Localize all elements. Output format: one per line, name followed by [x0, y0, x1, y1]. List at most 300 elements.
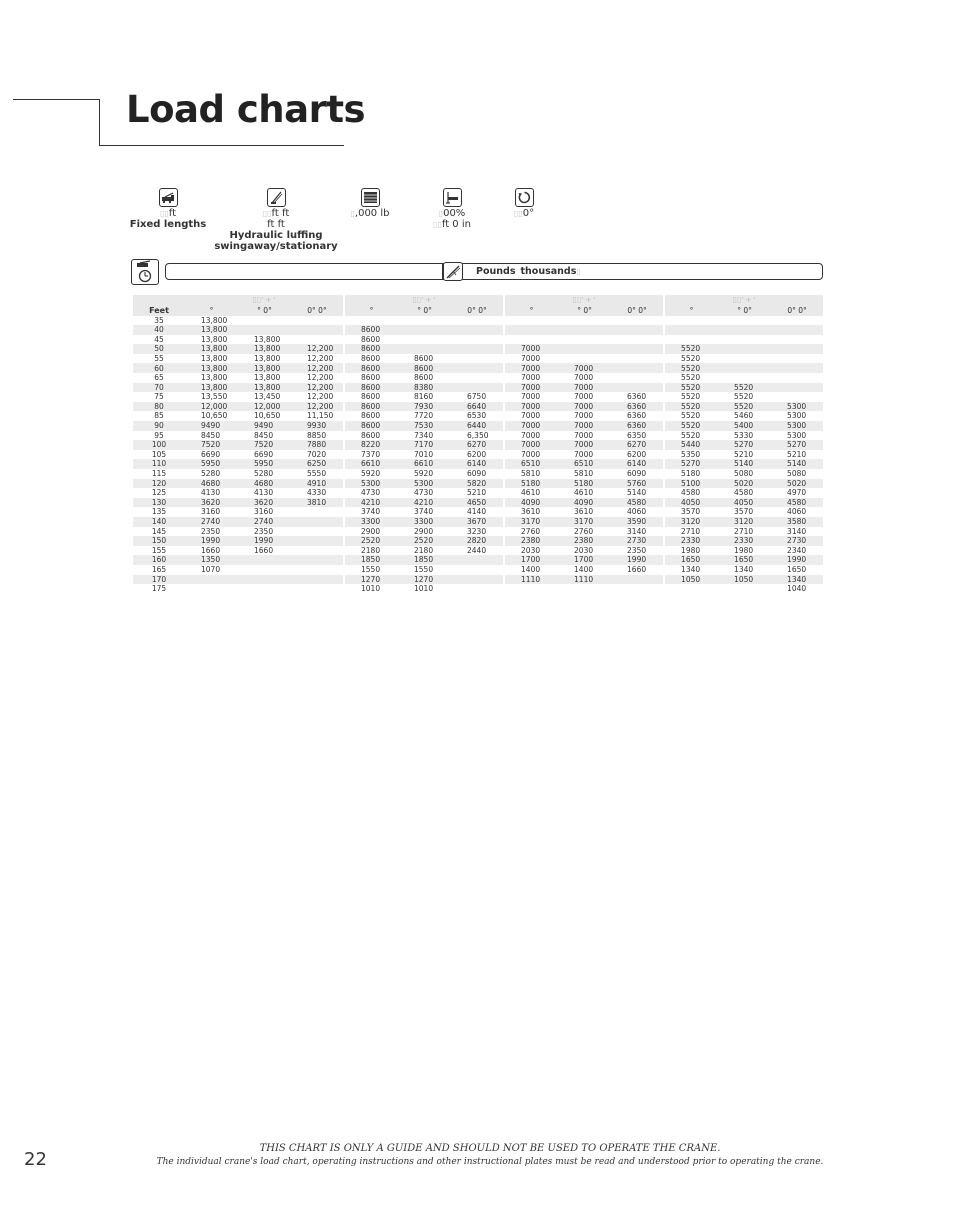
capacity-cell: 8160 [414, 392, 434, 402]
capacity-cell: 5020 [718, 479, 771, 489]
capacity-cell: 13,800 [254, 353, 281, 363]
capacity-cell [505, 335, 558, 345]
load-table-body [133, 316, 823, 594]
title-rule-top [13, 99, 100, 100]
capacity-cell: 5820 [451, 479, 503, 489]
capacity-cell: 6530 [467, 411, 487, 421]
capacity-cell: 3170 [505, 517, 558, 527]
sub-head: 0° 0° [451, 306, 503, 316]
capacity-cell: 6510 [505, 459, 558, 469]
capacity-cell: 1350 [185, 555, 238, 565]
capacity-cell: 1980 [734, 545, 754, 555]
capacity-cell [238, 316, 291, 326]
capacity-cell: 2900 [414, 526, 434, 536]
capacity-cell: 12,000 [185, 402, 238, 412]
table-row [133, 546, 823, 556]
capacity-cell: 7000 [505, 383, 558, 393]
capacity-cell: 1650 [665, 555, 718, 565]
capacity-cell [665, 316, 718, 326]
capacity-cell: 6510 [558, 459, 611, 469]
spec-boom-length: ▯▯ft Fixed lengths [128, 188, 208, 230]
capacity-cell: 2180 [361, 545, 381, 555]
capacity-cell: 4050 [665, 498, 718, 508]
capacity-cell: 13,800 [185, 344, 238, 354]
capacity-cell: 6350 [627, 430, 647, 440]
capacity-cell: 4130 [254, 488, 274, 498]
capacity-cell: 4650 [451, 498, 503, 508]
capacity-cell: 8600 [345, 344, 398, 354]
capacity-cell: 6250 [291, 459, 343, 469]
capacity-cell: 7000 [505, 363, 558, 373]
capacity-cell: 6270 [611, 440, 663, 450]
capacity-cell [558, 584, 611, 594]
capacity-cell [291, 536, 343, 546]
radius-cell: 175 [151, 584, 167, 594]
capacity-cell: 5810 [574, 469, 594, 479]
capacity-cell: 8600 [361, 430, 381, 440]
table-row [133, 373, 823, 383]
table-row [133, 459, 823, 469]
capacity-cell: 2730 [771, 536, 823, 546]
capacity-cell [611, 575, 663, 585]
radius-cell: 100 [133, 440, 185, 450]
capacity-cell [771, 325, 823, 335]
capacity-cell: 2740 [238, 517, 291, 527]
spec-rotation: ▯▯0° [504, 188, 544, 219]
capacity-cell [291, 517, 343, 527]
capacity-cell: 3140 [627, 526, 647, 536]
capacity-cell: 4140 [467, 507, 487, 517]
capacity-cell: 7000 [521, 353, 541, 363]
capacity-cell: 3120 [665, 517, 718, 527]
capacity-cell [611, 383, 663, 393]
capacity-cell [451, 344, 503, 354]
group-head-1: ▯▯' + ' [185, 295, 343, 306]
capacity-cell: 1700 [505, 555, 558, 565]
capacity-cell [558, 344, 611, 354]
capacity-cell: 1650 [787, 564, 807, 574]
capacity-cell [505, 316, 558, 326]
radius-cell: 140 [133, 517, 185, 527]
capacity-cell: 7000 [505, 402, 558, 412]
capacity-cell: 13,550 [201, 392, 228, 402]
sub-head: ° [345, 306, 398, 316]
capacity-cell: 5140 [627, 488, 647, 498]
capacity-cell: 5950 [185, 459, 238, 469]
capacity-cell [291, 507, 343, 517]
capacity-cell [718, 373, 771, 383]
capacity-cell: 4730 [361, 488, 381, 498]
capacity-cell: 5280 [254, 469, 274, 479]
capacity-cell: 1550 [414, 564, 434, 574]
capacity-cell: 3620 [238, 498, 291, 508]
capacity-cell: 5520 [734, 392, 754, 402]
capacity-cell: 3740 [361, 507, 381, 517]
capacity-cell: 8600 [414, 373, 434, 383]
table-row [133, 517, 823, 527]
page-number: 22 [24, 1149, 47, 1170]
table-row [133, 316, 823, 326]
capacity-cell [185, 575, 238, 585]
capacity-cell: 2730 [611, 536, 663, 546]
capacity-cell: 6200 [627, 449, 647, 459]
table-row [133, 411, 823, 421]
capacity-cell: 12,200 [291, 402, 343, 412]
capacity-cell: 9490 [238, 421, 291, 431]
capacity-cell: 6090 [627, 469, 647, 479]
capacity-cell: 12,200 [307, 373, 334, 383]
counterweight-icon [361, 188, 380, 207]
capacity-cell: 2350 [254, 526, 274, 536]
capacity-cell [771, 373, 823, 383]
capacity-cell: 5180 [505, 479, 558, 489]
capacity-cell [665, 325, 718, 335]
table-row [133, 584, 823, 594]
capacity-cell: 6140 [451, 459, 503, 469]
capacity-cell: 6360 [627, 392, 647, 402]
capacity-cell: 1650 [718, 555, 771, 565]
table-row [133, 555, 823, 565]
radius-cell: 70 [133, 383, 185, 393]
capacity-cell: 5330 [734, 430, 754, 440]
table-row [133, 488, 823, 498]
capacity-cell: 5080 [734, 469, 754, 479]
capacity-cell: 3300 [398, 517, 451, 527]
capacity-cell [451, 354, 503, 364]
capacity-cell: 5520 [718, 402, 771, 412]
group-head-3: ▯▯' + ' [505, 295, 663, 306]
capacity-cell: 5920 [414, 469, 434, 479]
capacity-cell [558, 325, 611, 335]
radius-cell: 65 [154, 373, 164, 383]
capacity-cell [665, 335, 718, 345]
capacity-cell [451, 316, 503, 326]
capacity-cell: 5180 [558, 479, 611, 489]
group-head-2: ▯▯' + ' [345, 295, 503, 306]
capacity-cell: 2900 [361, 526, 381, 536]
capacity-cell [771, 383, 823, 393]
table-row [133, 527, 823, 537]
spec-jib-line1: ft ft [271, 208, 290, 219]
capacity-cell [291, 555, 343, 565]
capacity-cell: 1850 [345, 555, 398, 565]
capacity-cell: 6690 [201, 449, 221, 459]
capacity-cell: 1340 [734, 564, 754, 574]
capacity-cell: 4210 [398, 498, 451, 508]
capacity-cell [505, 584, 558, 594]
capacity-cell: 3230 [467, 526, 487, 536]
capacity-cell: 8600 [361, 334, 381, 344]
capacity-cell: 6640 [451, 402, 503, 412]
capacity-cell [451, 584, 503, 594]
capacity-cell [291, 584, 343, 594]
table-corner [133, 295, 185, 306]
page-title: Load charts [126, 88, 366, 131]
radius-cell: 35 [154, 315, 164, 325]
capacity-cell: 8600 [345, 325, 398, 335]
capacity-cell: 1990 [611, 555, 663, 565]
capacity-cell: 1990 [771, 555, 823, 565]
sub-head: ° 0° [718, 306, 771, 316]
sub-head: 0° 0° [771, 306, 823, 316]
capacity-cell [718, 363, 771, 373]
capacity-cell: 1050 [718, 575, 771, 585]
capacity-cell: 5810 [521, 469, 541, 479]
radius-cell: 90 [133, 421, 185, 431]
capacity-cell: 6610 [398, 459, 451, 469]
capacity-cell: 4680 [238, 479, 291, 489]
radius-cell: 135 [151, 507, 167, 517]
spec-rotation-value: 0° [522, 208, 535, 219]
radius-cell: 50 [133, 344, 185, 354]
capacity-cell: 7000 [558, 383, 611, 393]
capacity-cell [451, 575, 503, 585]
radius-cell: 170 [133, 575, 185, 585]
capacity-cell [611, 325, 663, 335]
capacity-cell: 5270 [718, 440, 771, 450]
capacity-cell [771, 316, 823, 326]
capacity-cell: 7000 [558, 440, 611, 450]
capacity-cell: 4580 [734, 488, 754, 498]
table-row [133, 392, 823, 402]
capacity-cell: 6360 [611, 421, 663, 431]
radius-cell: 40 [133, 325, 185, 335]
capacity-cell: 7370 [361, 449, 381, 459]
capacity-cell: 5520 [665, 402, 718, 412]
capacity-cell: 7520 [238, 440, 291, 450]
feet-header: Feet [133, 306, 185, 316]
table-row [133, 575, 823, 585]
capacity-cell: 5270 [771, 440, 823, 450]
capacity-cell: 1990 [238, 536, 291, 546]
table-row [133, 440, 823, 450]
capacity-cell: 1990 [185, 536, 238, 546]
capacity-cell: 5950 [238, 459, 291, 469]
capacity-cell [558, 316, 611, 326]
capacity-cell: 1010 [361, 584, 381, 594]
radius-cell: 125 [151, 488, 167, 498]
capacity-cell: 7530 [398, 421, 451, 431]
capacity-cell [238, 584, 291, 594]
radius-cell: 130 [133, 498, 185, 508]
radius-cell: 160 [133, 555, 185, 565]
capacity-cell: 3670 [451, 517, 503, 527]
capacity-cell: 5520 [718, 383, 771, 393]
capacity-cell [238, 575, 291, 585]
title-rule-bottom [99, 145, 344, 146]
table-row [133, 335, 823, 345]
capacity-cell: 4330 [307, 488, 327, 498]
table-row [133, 536, 823, 546]
capacity-cell: 2520 [345, 536, 398, 546]
capacity-cell: 5180 [681, 469, 701, 479]
capacity-cell: 8380 [398, 383, 451, 393]
capacity-cell: 1400 [521, 564, 541, 574]
capacity-cell [451, 363, 503, 373]
spec-jib-line3: Hydraulic luffing [229, 230, 323, 241]
capacity-cell: 5520 [681, 411, 701, 421]
capacity-cell: 4680 [185, 479, 238, 489]
capacity-cell: 2740 [185, 517, 238, 527]
capacity-cell: 13,800 [254, 334, 281, 344]
capacity-cell: 8600 [361, 353, 381, 363]
table-row [133, 565, 823, 575]
capacity-cell: 5020 [771, 479, 823, 489]
capacity-cell [291, 575, 343, 585]
capacity-cell: 5520 [681, 353, 701, 363]
radius-cell: 60 [133, 363, 185, 373]
capacity-cell: 13,800 [185, 363, 238, 373]
capacity-cell: 5100 [665, 479, 718, 489]
luffing-jib-icon [267, 188, 286, 207]
capacity-cell: 11,150 [307, 411, 334, 421]
capacity-cell: 10,650 [201, 411, 228, 421]
capacity-cell: 4060 [787, 507, 807, 517]
capacity-cell: 3570 [681, 507, 701, 517]
capacity-cell: 5210 [467, 488, 487, 498]
capacity-cell: 3620 [185, 498, 238, 508]
capacity-cell: 4580 [611, 498, 663, 508]
spec-jib-line4: swingaway/stationary [214, 241, 338, 252]
capacity-cell: 2180 [414, 545, 434, 555]
capacity-cell [451, 373, 503, 383]
capacity-cell: 3610 [521, 507, 541, 517]
capacity-cell: 3590 [611, 517, 663, 527]
spec-jib-line2: ft ft [267, 219, 285, 230]
capacity-cell: 13,800 [201, 353, 228, 363]
rotation-icon [515, 188, 534, 207]
capacity-cell: 7000 [505, 344, 558, 354]
table-row [133, 479, 823, 489]
capacity-cell: 2710 [734, 526, 754, 536]
capacity-cell: 3160 [201, 507, 221, 517]
capacity-cell [718, 316, 771, 326]
spec-counterweight: ▯,000 lb [340, 188, 400, 219]
capacity-cell: 7000 [521, 411, 541, 421]
capacity-cell: 6360 [627, 411, 647, 421]
capacity-cell: 12,200 [307, 353, 334, 363]
capacity-cell [451, 565, 503, 575]
capacity-cell: 5300 [787, 430, 807, 440]
spec-counterweight-value: ,000 lb [354, 208, 390, 219]
capacity-cell: 5520 [665, 421, 718, 431]
capacity-cell: 5520 [681, 392, 701, 402]
capacity-cell: 3580 [771, 517, 823, 527]
capacity-cell: 1660 [201, 545, 221, 555]
capacity-cell [611, 335, 663, 345]
capacity-cell: 7000 [574, 430, 594, 440]
radius-cell: 95 [154, 430, 164, 440]
capacity-cell: 12,200 [291, 383, 343, 393]
table-row [133, 344, 823, 354]
capacity-cell [398, 335, 451, 345]
capacity-cell: 6090 [467, 469, 487, 479]
capacity-cell: 6200 [467, 449, 487, 459]
capacity-cell [398, 344, 451, 354]
capacity-cell: 7020 [307, 449, 327, 459]
boom-truck-icon [159, 188, 178, 207]
capacity-cell: 7000 [521, 430, 541, 440]
capacity-cell: 8850 [307, 430, 327, 440]
capacity-cell [771, 344, 823, 354]
capacity-cell: 5140 [771, 459, 823, 469]
radius-cell: 150 [133, 536, 185, 546]
radius-cell: 75 [154, 392, 164, 402]
capacity-cell: 7000 [558, 363, 611, 373]
capacity-cell: 3160 [254, 507, 274, 517]
capacity-cell: 1850 [398, 555, 451, 565]
units-pounds: Pounds [476, 266, 516, 277]
capacity-cell: 5550 [307, 469, 327, 479]
spec-boom-length-label: Fixed lengths [129, 219, 207, 230]
radius-cell: 155 [151, 545, 167, 555]
capacity-cell: 2440 [467, 545, 487, 555]
capacity-cell: 5280 [201, 469, 221, 479]
capacity-cell: 5520 [665, 363, 718, 373]
capacity-cell [451, 383, 503, 393]
group-head-4: ▯▯' + ' [665, 295, 823, 306]
capacity-cell [718, 354, 771, 364]
capacity-cell: 4580 [681, 488, 701, 498]
capacity-cell: 7000 [505, 440, 558, 450]
capacity-cell: 8600 [361, 392, 381, 402]
capacity-cell: 3300 [345, 517, 398, 527]
capacity-cell [398, 316, 451, 326]
capacity-cell: 6610 [345, 459, 398, 469]
capacity-cell: 9490 [185, 421, 238, 431]
capacity-cell: 13,800 [201, 334, 228, 344]
capacity-cell: 2760 [521, 526, 541, 536]
table-row [133, 469, 823, 479]
table-row [133, 383, 823, 393]
spec-boom-length-value: ft [168, 208, 177, 219]
capacity-cell: 8600 [345, 421, 398, 431]
capacity-cell: 8450 [201, 430, 221, 440]
capacity-cell [291, 325, 343, 335]
capacity-cell: 2710 [681, 526, 701, 536]
capacity-cell: 1110 [558, 575, 611, 585]
capacity-cell [718, 335, 771, 345]
capacity-cell: 4050 [718, 498, 771, 508]
table-sub-header-row [133, 306, 823, 316]
capacity-cell: 6,350 [467, 430, 489, 440]
capacity-cell: 5300 [771, 402, 823, 412]
capacity-cell: 4130 [201, 488, 221, 498]
capacity-cell: 5300 [345, 479, 398, 489]
capacity-cell: 1050 [665, 575, 718, 585]
capacity-cell: 7000 [574, 449, 594, 459]
capacity-cell: 2380 [505, 536, 558, 546]
capacity-cell: 5440 [665, 440, 718, 450]
radius-cell: 165 [151, 564, 167, 574]
capacity-cell: 5520 [665, 383, 718, 393]
capacity-cell: 12,200 [291, 344, 343, 354]
capacity-cell: 7520 [185, 440, 238, 450]
capacity-cell: 5460 [734, 411, 754, 421]
capacity-cell: 3140 [787, 526, 807, 536]
capacity-cell [291, 546, 343, 556]
capacity-cell [558, 335, 611, 345]
capacity-cell: 2760 [574, 526, 594, 536]
capacity-cell: 6750 [467, 392, 487, 402]
capacity-cell: 8220 [345, 440, 398, 450]
units-thousands: thousands [520, 266, 577, 277]
spec-outriggers-line2: ft 0 in [441, 219, 471, 230]
capacity-cell [451, 335, 503, 345]
radius-cell: 145 [151, 526, 167, 536]
capacity-cell: 13,800 [254, 373, 281, 383]
capacity-cell: 2330 [665, 536, 718, 546]
